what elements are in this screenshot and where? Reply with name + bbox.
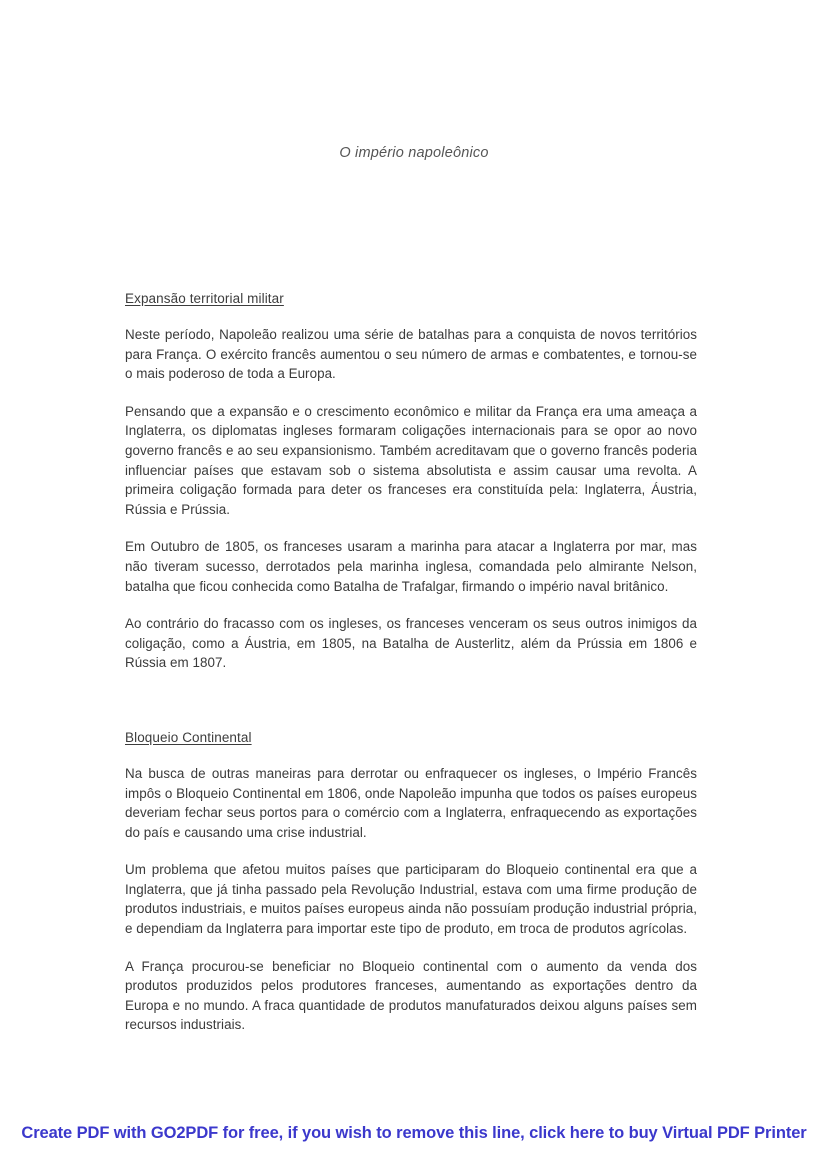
paragraph: Na busca de outras maneiras para derrotar ou enfraquecer os ingleses, o Império Francês impôs o Bloqueio Continental em 1806, onde Napoleão impunha que todos os países europeus deveriam fechar seus portos para o comércio com a Inglaterra, enfraquecendo as exportações do país e causando uma crise industrial.	[125, 765, 697, 840]
page-title: O império napoleônico	[339, 145, 489, 161]
section-heading: Bloqueio Continental	[125, 729, 252, 745]
paragraph: A França procurou-se beneficiar no Bloqueio continental com o aumento da venda dos produtos produzidos pelos produtores franceses, aumentando as exportações dentro da Europa e no mundo. A fraca quantidade de produtos manufaturados deixou alguns países sem recursos industriais.	[125, 958, 697, 1033]
section-bloqueio-continental	[125, 730, 697, 1035]
paragraph: Em Outubro de 1805, os franceses usaram a marinha para atacar a Inglaterra por mar, mas não tiveram sucesso, derrotados pela marinha inglesa, comandada pelo almirante Nelson, batalha que ficou conhecida como Batalha de Trafalgar, firmando o império naval britânico.	[125, 539, 697, 594]
paragraph: Ao contrário do fracasso com os ingleses, os franceses venceram os seus outros inimigos da coligação, como a Áustria, em 1805, na Batalha de Austerlitz, além da Prússia em 1806 e Rússia em 1807.	[125, 616, 697, 671]
document-body	[125, 291, 697, 1035]
paragraph: Neste período, Napoleão realizou uma série de batalhas para a conquista de novos territórios para França. O exército francês aumentou o seu número de armas e combatentes, e tornou-se o mais poderoso de toda a Europa.	[125, 327, 697, 382]
section-heading: Expansão territorial militar	[125, 291, 284, 306]
go2pdf-promo-link[interactable]: Create PDF with GO2PDF for free, if you wish to remove this line, click here to buy Virtual PDF Printer	[21, 1124, 807, 1142]
section-expansao-territorial-militar	[125, 291, 697, 673]
paragraph: Um problema que afetou muitos países que participaram do Bloqueio continental era que a Inglaterra, que já tinha passado pela Revolução Industrial, estava com uma firme produção de produtos industriais, e muitos países europeus ainda não possuíam produção industrial própria, e dependiam da Inglaterra para importar este tipo de produto, em troca de produtos agrícolas.	[125, 862, 697, 937]
paragraph: Pensando que a expansão e o crescimento econômico e militar da França era uma ameaça a Inglaterra, os diplomatas ingleses formaram coligações internacionais para se opor ao novo governo francês e ao seu expansionismo. Também acreditavam que o governo francês poderia influenciar países que estavam sob o sistema absolutista e assim causar uma revolta. A primeira coligação formada para deter os franceses era constituída pela: Inglaterra, Áustria, Rússia e Prússia.	[125, 403, 697, 517]
